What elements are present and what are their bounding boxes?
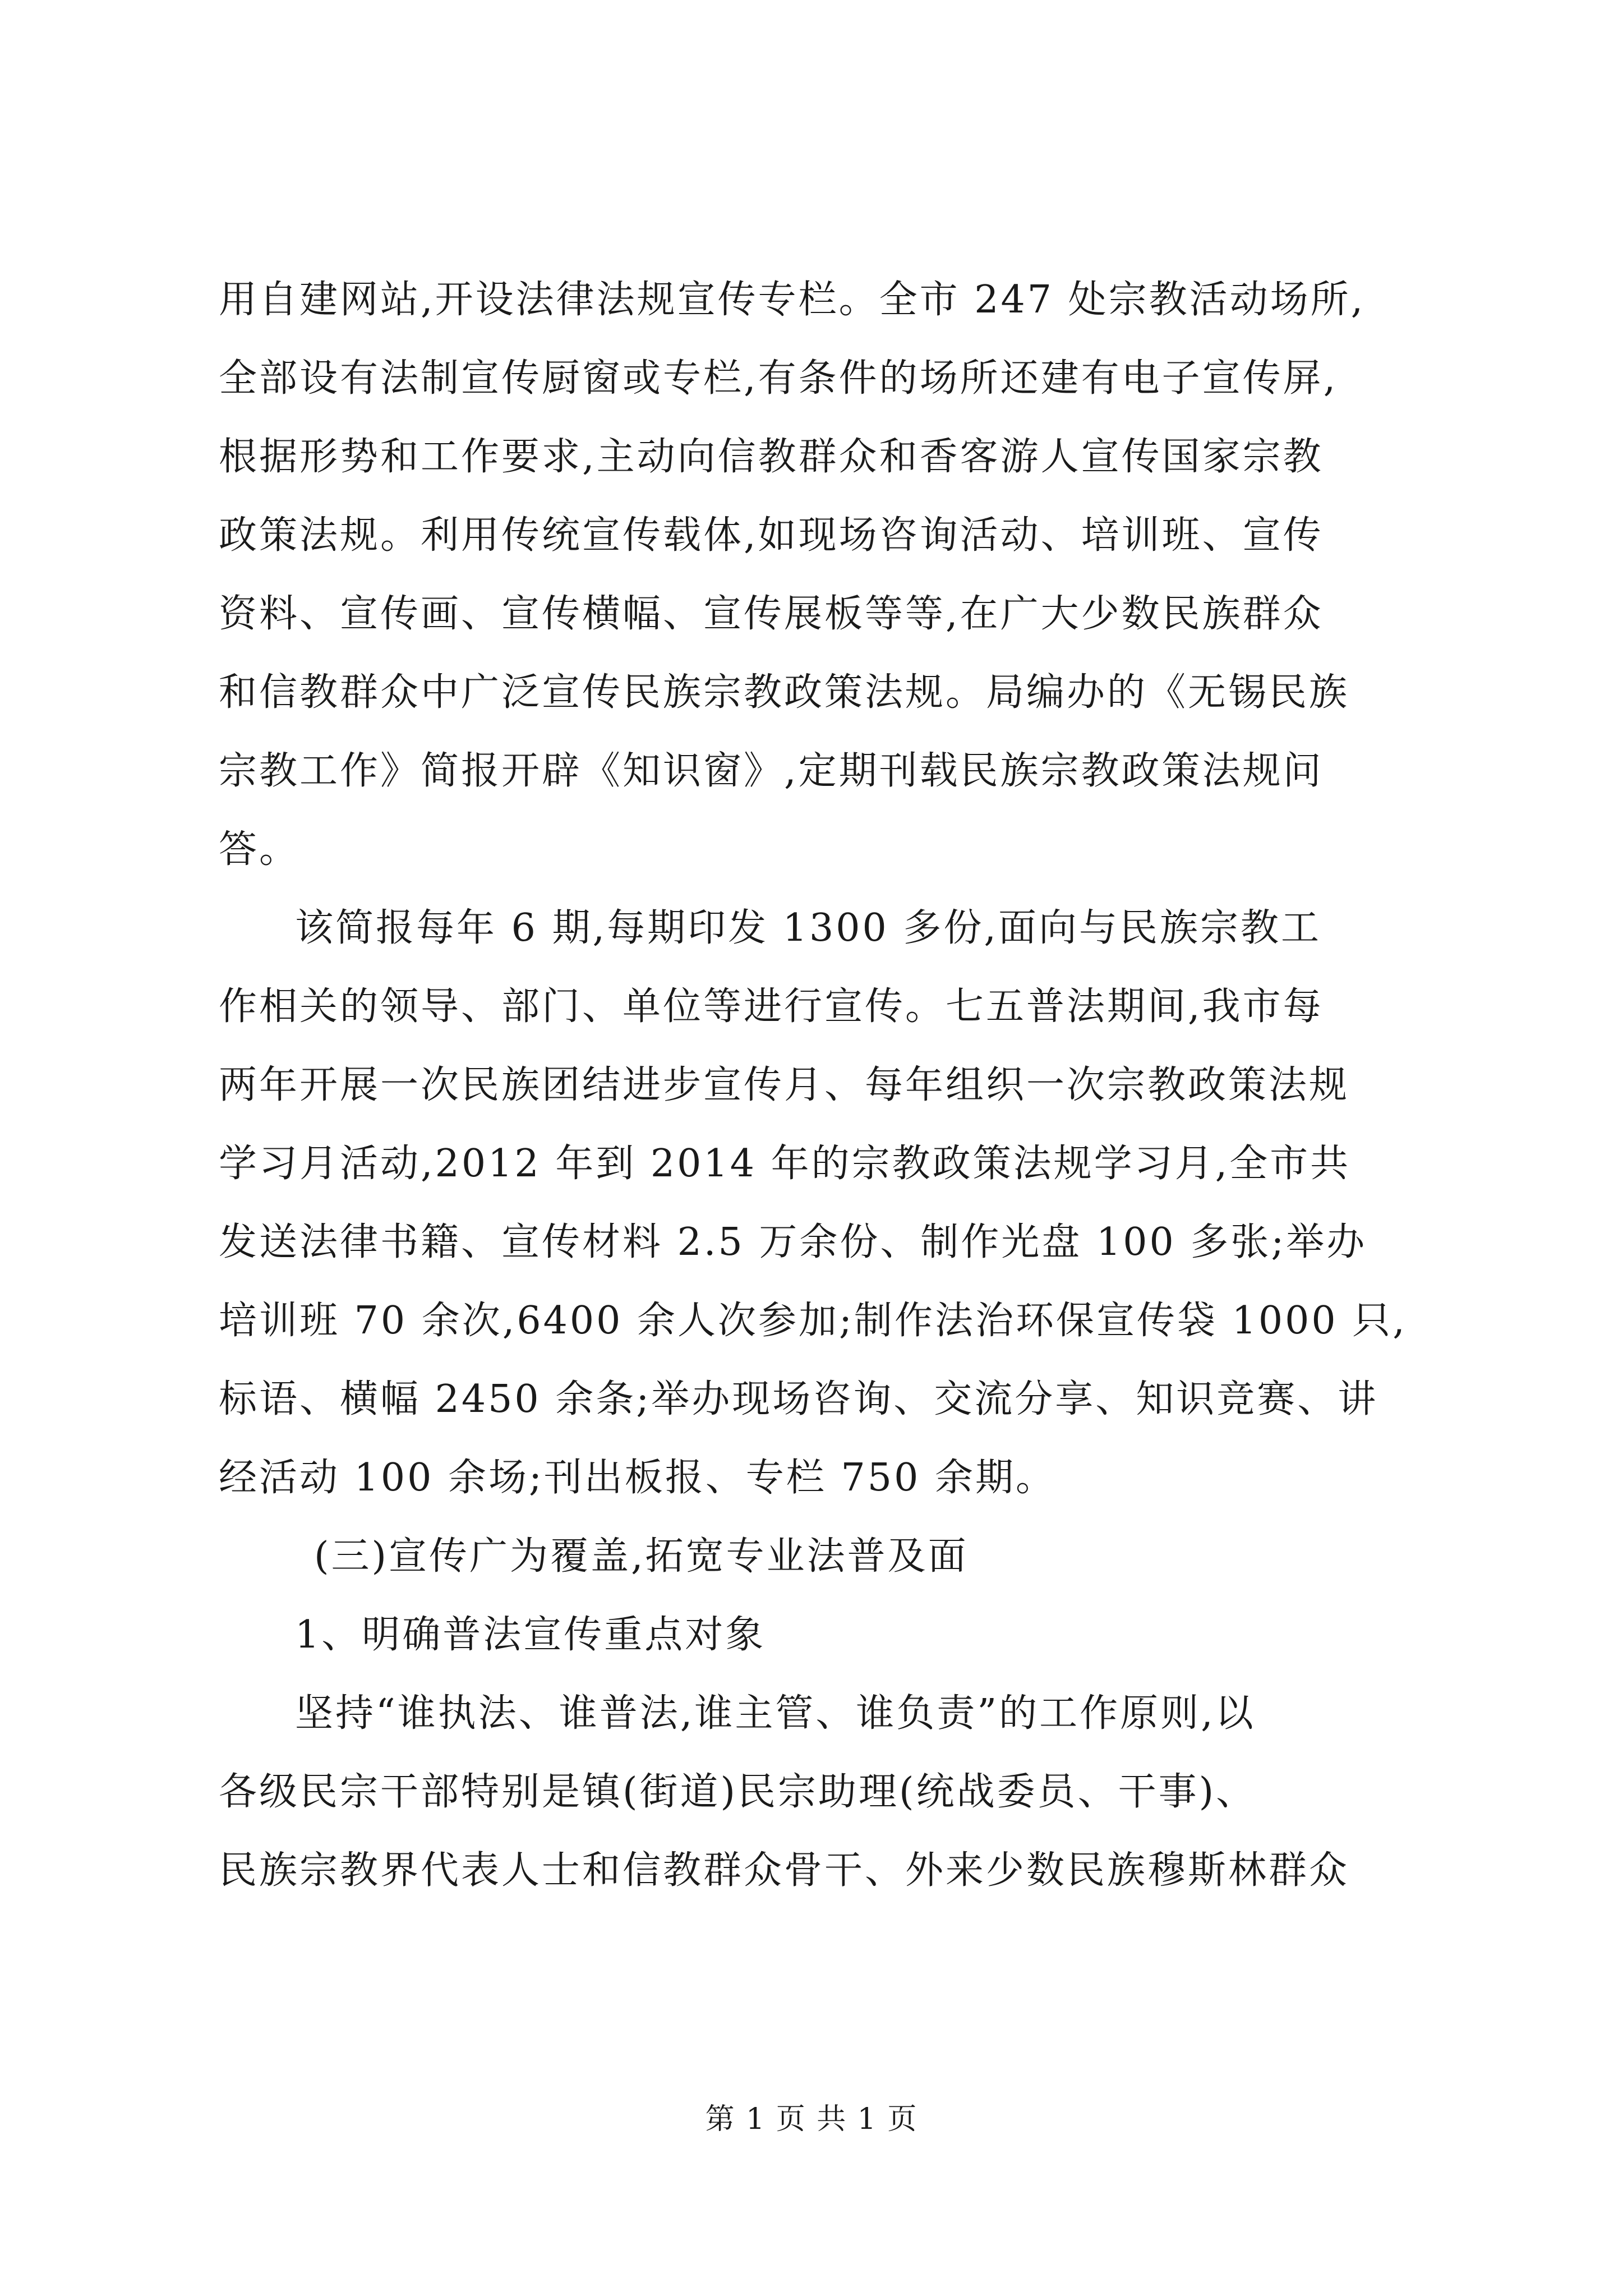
body-line: 两年开展一次民族团结进步宣传月、每年组织一次宗教政策法规	[219, 1063, 1350, 1107]
body-line: 民族宗教界代表人士和信教群众骨干、外来少数民族穆斯林群众	[219, 1848, 1350, 1893]
section-heading: (三)宣传广为覆盖,拓宽专业法普及面	[314, 1534, 969, 1579]
body-line: 用自建网站,开设法律法规宣传专栏。全市 247 处宗教活动场所,	[219, 278, 1366, 322]
body-line: 答。	[219, 827, 300, 872]
body-line: 各级民宗干部特别是镇(街道)民宗助理(统战委员、干事)、	[219, 1770, 1257, 1814]
body-line: 学习月活动,2012 年到 2014 年的宗教政策法规学习月,全市共	[219, 1142, 1351, 1186]
body-line: 根据形势和工作要求,主动向信教群众和香客游人宣传国家宗教	[219, 435, 1324, 479]
body-line: 政策法规。利用传统宣传载体,如现场咨询活动、培训班、宣传	[219, 513, 1324, 558]
body-line: 标语、横幅 2450 余条;举办现场咨询、交流分享、知识竞赛、讲	[219, 1377, 1378, 1421]
subsection-heading: 1、明确普法宣传重点对象	[295, 1613, 766, 1657]
body-line: 经活动 100 余场;刊出板报、专栏 750 余期。	[219, 1456, 1056, 1500]
body-line: 宗教工作》简报开辟《知识窗》,定期刊载民族宗教政策法规问	[219, 749, 1324, 793]
document-body	[219, 261, 1481, 1910]
body-line: 全部设有法制宣传厨窗或专栏,有条件的场所还建有电子宣传屏,	[219, 356, 1338, 401]
body-line: 资料、宣传画、宣传横幅、宣传展板等等,在广大少数民族群众	[219, 592, 1324, 636]
page-number-footer: 第 1 页 共 1 页	[705, 2102, 918, 2136]
body-line: 培训班 70 余次,6400 余人次参加;制作法治环保宣传袋 1000 只,	[219, 1299, 1407, 1343]
paragraph-start-line: 坚持“谁执法、谁普法,谁主管、谁负责”的工作原则,以	[295, 1691, 1256, 1736]
paragraph-start-line: 该简报每年 6 期,每期印发 1300 多份,面向与民族宗教工	[295, 906, 1322, 950]
body-line: 发送法律书籍、宣传材料 2.5 万余份、制作光盘 100 多张;举办	[219, 1220, 1367, 1264]
body-line: 和信教群众中广泛宣传民族宗教政策法规。局编办的《无锡民族	[219, 670, 1350, 715]
body-line: 作相关的领导、部门、单位等进行宣传。七五普法期间,我市每	[219, 984, 1324, 1029]
